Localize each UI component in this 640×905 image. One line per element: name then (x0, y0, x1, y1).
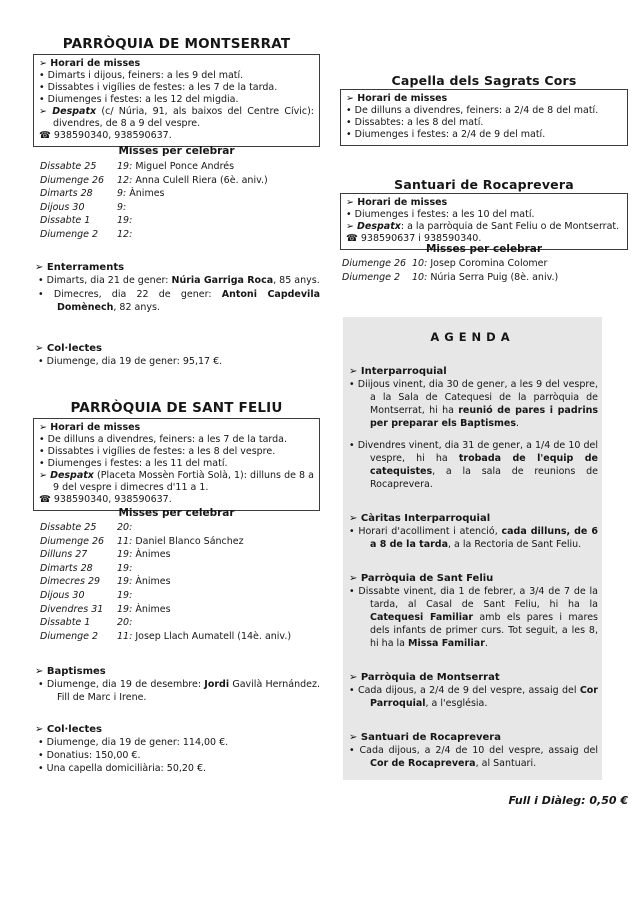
misses-row: Dilluns 27 19: Ànimes (40, 549, 171, 561)
agenda-item: • Horari d'acolliment i atenció, cada dilluns, de 6 a 8 de la tarda, a la Rectoria de Sant Feliu. (349, 526, 598, 550)
horari-item: • Diumenges i festes: a les 12 del migdia. (39, 94, 239, 105)
agenda-title: AGENDA (430, 330, 515, 344)
misses-row: Dimecres 29 19: Ànimes (40, 576, 171, 588)
section-header-line: ➢ Col·lectes (35, 724, 102, 735)
montserrat-collectes-section (33, 342, 320, 368)
footer-price: Full i Diàleg: 0,50 € (508, 794, 628, 807)
section-header-line: ➢ Col·lectes (35, 343, 102, 354)
arrow-bullet-icon: ➢ (39, 58, 47, 69)
misses-row: Diumenge 2 10: Núria Serra Puig (8è. aniv.) (342, 271, 559, 283)
dot-bullet-icon: • (39, 94, 45, 105)
misses-row: Diumenge 26 10: Josep Coromina Colomer (342, 258, 548, 269)
montserrat-horari-box (33, 54, 320, 147)
baptismes-section (33, 665, 320, 704)
phone-numbers: 938590637 i 938590340. (360, 233, 482, 244)
dot-bullet-icon: • (349, 440, 355, 451)
phone-numbers: 938590340, 938590637. (53, 494, 172, 505)
section-header-line: ➢ Enterraments (35, 262, 125, 273)
arrow-bullet-icon: ➢ (349, 366, 358, 377)
santuari-misses-list (340, 257, 628, 284)
arrow-bullet-icon: ➢ (349, 513, 358, 524)
agenda-section-header: ➢ Parròquia de Montserrat (349, 672, 500, 683)
santfeliu-collectes-section (33, 723, 320, 775)
montserrat-misses-list (33, 160, 320, 242)
misses-row: Dissabte 25 20: (40, 522, 133, 533)
misses-row: Dissabte 1 20: (40, 617, 133, 629)
phone-icon: ☎ (346, 233, 358, 244)
horari-header: Horari de misses (50, 58, 141, 69)
collecta-item: • Diumenge, dia 19 de gener: 114,00 €. (38, 737, 229, 748)
dot-bullet-icon: • (38, 750, 44, 761)
arrow-bullet-icon: ➢ (39, 422, 47, 433)
agenda-section-interparroquial (347, 365, 598, 491)
horari-header-line: ➢ Horari de misses (346, 197, 448, 208)
dot-bullet-icon: • (39, 458, 45, 469)
enterrament-item: • Dimecres, dia 22 de gener: Antoni Capdevila Domènech, 82 anys. (38, 289, 320, 313)
arrow-bullet-icon: ➢ (39, 470, 47, 481)
santfeliu-horari-box (33, 418, 320, 511)
despatx-line: ➢ Despatx (c/ Núria, 91, als baixos del Centre Cívic): divendres, de 8 a 9 del vespre. (39, 106, 314, 129)
enterraments-section (33, 261, 320, 314)
capella-horari-box (340, 89, 628, 146)
agenda-section-header: ➢ Interparroquial (349, 366, 447, 377)
agenda-section-rocaprevera (347, 731, 598, 770)
arrow-bullet-icon: ➢ (35, 262, 44, 273)
horari-item: • Diumenges i festes: a 2/4 de 9 del matí. (346, 129, 546, 140)
dot-bullet-icon: • (346, 117, 352, 128)
arrow-bullet-icon: ➢ (346, 221, 354, 232)
misses-row: Diumenge 26 12: Anna Culell Riera (6è. aniv.) (40, 174, 268, 186)
santuari-horari-box (340, 193, 628, 250)
santfeliu-title: PARRÒQUIA DE SANT FELIU (70, 400, 283, 416)
horari-item: • Dissabtes i vigílies de festes: a les 7 de la tarda. (39, 82, 278, 93)
agenda-item: • Cada dijous, a 2/4 de 10 del vespre, assaig del Cor de Rocaprevera, al Santuari. (349, 745, 598, 769)
dot-bullet-icon: • (38, 356, 44, 367)
arrow-bullet-icon: ➢ (346, 197, 354, 208)
despatx-line: ➢ Despatx (Placeta Mossèn Fortià Solà, 1): dilluns de 8 a 9 del vespre i dimecres d'11 a 1. (39, 470, 314, 493)
horari-item: • Diumenges i festes: a les 10 del matí. (346, 209, 535, 220)
dot-bullet-icon: • (38, 737, 44, 748)
dot-bullet-icon: • (38, 763, 44, 774)
agenda-section-montserrat (347, 671, 598, 710)
horari-header-line: ➢ Horari de misses (39, 422, 141, 433)
santuari-title: Santuari de Rocaprevera (394, 177, 574, 192)
misses-row: Dijous 30 19: (40, 589, 133, 601)
dot-bullet-icon: • (39, 70, 45, 81)
santfeliu-misses-list (33, 521, 320, 643)
collecta-item: • Diumenge, dia 19 de gener: 95,17 €. (38, 356, 223, 367)
misses-row: Dissabte 1 19: (40, 215, 133, 227)
phone-icon: ☎ (39, 130, 51, 141)
dot-bullet-icon: • (39, 82, 45, 93)
agenda-section-header: ➢ Càritas Interparroquial (349, 513, 491, 524)
horari-header-line: ➢ Horari de misses (346, 93, 448, 104)
misses-row: Dimarts 28 9: Ànimes (40, 188, 165, 200)
dot-bullet-icon: • (38, 679, 44, 690)
phone-icon: ☎ (39, 494, 51, 505)
horari-header-line (39, 58, 314, 70)
arrow-bullet-icon: ➢ (35, 343, 44, 354)
horari-item: • Diumenges i festes: a les 11 del matí. (39, 458, 228, 469)
arrow-bullet-icon: ➢ (349, 672, 358, 683)
dot-bullet-icon: • (349, 685, 355, 696)
dot-bullet-icon: • (38, 289, 44, 300)
arrow-bullet-icon: ➢ (35, 666, 44, 677)
dot-bullet-icon: • (346, 129, 352, 140)
arrow-bullet-icon: ➢ (35, 724, 44, 735)
agenda-item: • Cada dijous, a 2/4 de 9 del vespre, assaig del Cor Parroquial, a l'església. (349, 685, 598, 709)
arrow-bullet-icon: ➢ (346, 93, 354, 104)
misses-header: Misses per celebrar (118, 507, 235, 519)
misses-row: Dissabte 25 19: Miguel Ponce Andrés (40, 161, 235, 172)
misses-row: Dimarts 28 19: (40, 562, 133, 574)
misses-row: Divendres 31 19: Ànimes (40, 603, 171, 615)
collecta-item: • Una capella domiciliària: 50,20 €. (38, 763, 207, 774)
misses-row: Diumenge 26 11: Daniel Blanco Sánchez (40, 535, 244, 547)
dot-bullet-icon: • (349, 745, 355, 756)
dot-bullet-icon: • (349, 526, 355, 537)
misses-row: Diumenge 2 12: (40, 228, 133, 240)
agenda-box (343, 317, 602, 780)
phone-numbers: 938590340, 938590637. (53, 130, 172, 141)
despatx-line: ➢ Despatx: a la parròquia de Sant Feliu o de Montserrat. (346, 221, 620, 232)
montserrat-title: PARRÒQUIA DE MONTSERRAT (62, 36, 291, 52)
capella-title: Capella dels Sagrats Cors (391, 73, 577, 88)
agenda-item: • Divendres vinent, dia 31 de gener, a 1/4 de 10 del vespre, hi ha trobada de l'equip de catequistes, a la sala de reunions de Rocaprevera. (349, 440, 598, 490)
horari-item: • Dissabtes: a les 8 del matí. (346, 117, 484, 128)
horari-item: • De dilluns a divendres, feiners: a les 7 de la tarda. (39, 434, 288, 445)
arrow-bullet-icon: ➢ (349, 573, 358, 584)
enterrament-item: • Dimarts, dia 21 de gener: Núria Garriga Roca, 85 anys. (38, 275, 320, 286)
misses-header: Misses per celebrar (118, 145, 235, 157)
horari-item: • Dimarts i dijous, feiners: a les 9 del matí. (39, 70, 244, 81)
misses-row: Diumenge 2 11: Josep Llach Aumatell (14è. aniv.) (40, 630, 292, 642)
dot-bullet-icon: • (39, 434, 45, 445)
agenda-section-header: ➢ Parròquia de Sant Feliu (349, 573, 494, 584)
dot-bullet-icon: • (349, 379, 355, 390)
agenda-section-header: ➢ Santuari de Rocaprevera (349, 732, 501, 743)
dot-bullet-icon: • (38, 275, 44, 286)
dot-bullet-icon: • (39, 446, 45, 457)
phone-line (39, 130, 314, 142)
agenda-item: • Dissabte vinent, dia 1 de febrer, a 3/4 de 7 de la tarda, al Casal de Sant Feliu, hi ha la Catequesi Familiar amb els pares i mares dels infants de primer curs. Tot seguit, a les 8, hi ha la Missa Familiar. (349, 586, 598, 649)
baptisme-item: • Diumenge, dia 19 de desembre: Jordi Gavilà Hernández. Fill de Marc i Irene. (38, 679, 320, 703)
horari-item: • Dissabtes i vigílies de festes: a les 8 del vespre. (39, 446, 276, 457)
agenda-section-caritas (347, 512, 598, 551)
arrow-bullet-icon: ➢ (349, 732, 358, 743)
collecta-item: • Donatius: 150,00 €. (38, 750, 141, 761)
dot-bullet-icon: • (346, 209, 352, 220)
dot-bullet-icon: • (346, 105, 352, 116)
agenda-section-santfeliu (347, 572, 598, 650)
agenda-item: • Diijous vinent, dia 30 de gener, a les 9 del vespre, a la Sala de Catequesi de la parròquia de Montserrat, hi ha reunió de pares i padrins per preparar els Baptismes. (349, 379, 599, 429)
phone-line (39, 494, 314, 506)
misses-row: Dijous 30 9: (40, 201, 127, 213)
horari-item: • De dilluns a divendres, feiners: a 2/4 de 8 del matí. (346, 105, 599, 116)
dot-bullet-icon: • (349, 586, 355, 597)
arrow-bullet-icon: ➢ (39, 106, 47, 117)
misses-header: Misses per celebrar (425, 243, 543, 255)
section-header-line: ➢ Baptismes (35, 666, 106, 677)
